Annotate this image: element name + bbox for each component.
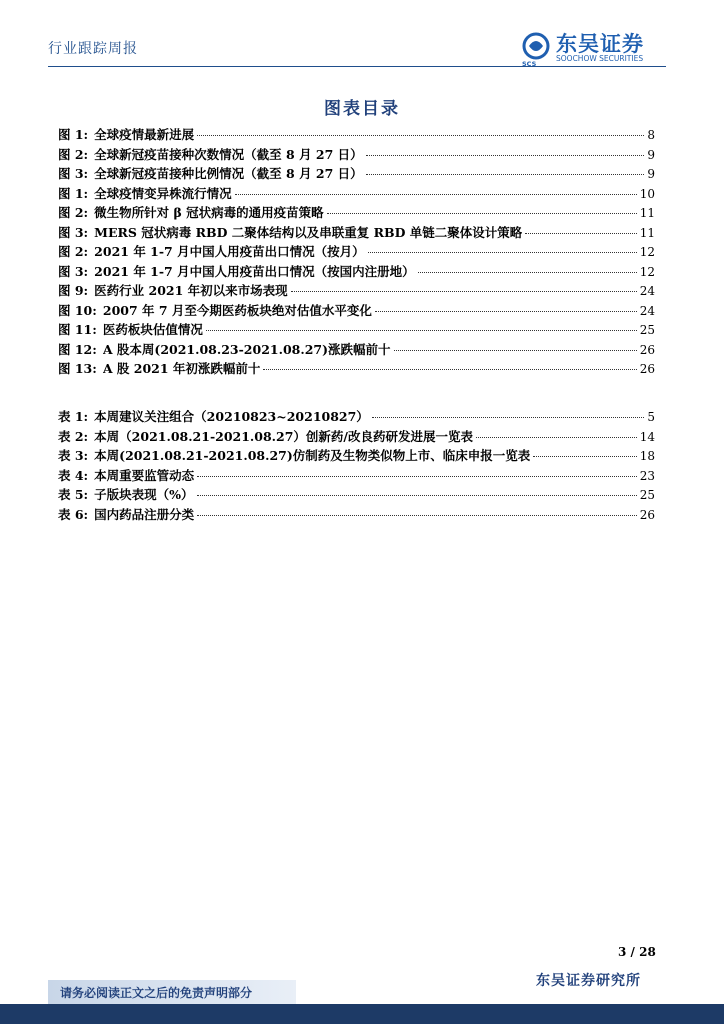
toc-entry-title: 本周建议关注组合（20210823~20210827） [94,409,369,424]
toc-entry-label: 表 2: [58,428,89,444]
toc-leader-dots [197,476,637,477]
figure-toc-entry[interactable] [58,281,655,301]
figure-toc-entry[interactable] [58,301,655,321]
toc-leader-dots [368,252,637,253]
toc-entry-label: 图 1: [58,127,89,142]
figure-toc-entry[interactable] [58,359,655,379]
toc-entry-label: 表 1: [58,409,89,424]
toc-leader-dots [366,174,645,175]
toc-entry-label: 图 3: [58,224,89,240]
footer-organization: 东吴证券研究所 [536,973,641,989]
figure-toc-entry[interactable] [58,262,655,282]
toc-leader-dots [327,213,637,214]
report-type-label: 行业跟踪周报 [48,41,138,57]
toc-entry-title: 医药板块估值情况 [102,322,203,337]
toc-entry-title: 2007 年 7 月至今期医药板块绝对估值水平变化 [102,302,372,318]
toc-entry-label: 表 3: [58,448,89,463]
toc-entry-title: 国内药品注册分类 [94,506,195,522]
table-toc-entry[interactable] [58,407,655,427]
page-title: 图表目录 [324,99,400,119]
toc-entry-title: 子版块表现（%） [94,487,194,502]
toc-entry-title: 全球新冠疫苗接种次数情况（截至 8 月 27 日） [94,146,363,162]
table-toc-entry[interactable] [58,505,655,525]
toc-entry-page: 24 [639,303,655,318]
toc-leader-dots [235,194,637,195]
toc-entry-label: 图 9: [58,283,89,298]
figure-toc-entry[interactable] [58,242,655,262]
toc-leader-dots [372,417,645,418]
toc-entry-page: 24 [639,284,655,298]
figure-toc-entry[interactable] [58,164,655,184]
table-toc-entry[interactable] [58,427,655,447]
toc-entry-page: 5 [647,410,655,424]
toc-entry-label: 图 12: [58,341,97,357]
figure-toc-entry[interactable] [58,145,655,165]
toc-leader-dots [366,155,645,156]
toc-entry-title: 本周（2021.08.21-2021.08.27）创新药/改良药研发进展一览表 [94,428,473,444]
toc-entry-page: 11 [639,206,655,220]
toc-entry-title: 2021 年 1-7 月中国人用疫苗出口情况（按月） [94,244,365,259]
toc-leader-dots [476,437,637,438]
figure-toc-entry[interactable] [58,340,655,360]
toc-entry-label: 图 2: [58,244,89,259]
toc-entry-page: 25 [639,488,655,502]
figure-toc-entry[interactable] [58,203,655,223]
toc-entry-label: 图 13: [58,361,97,376]
toc-leader-dots [197,135,644,136]
toc-entry-page: 14 [639,429,655,444]
disclaimer-text: 请务必阅读正文之后的免责声明部分 [60,986,253,1000]
footer-band [0,1004,724,1024]
toc-entry-title: MERS 冠状病毒 RBD 二聚体结构以及串联重复 RBD 单链二聚体设计策略 [94,224,523,240]
toc-entry-page: 26 [639,362,655,376]
toc-entry-title: A 股本周(2021.08.23-2021.08.27)涨跌幅前十 [102,341,391,357]
toc-leader-dots [525,233,636,234]
logo-english-name: SOOCHOW SECURITIES [556,54,644,63]
toc-entry-title: 医药行业 2021 年初以来市场表现 [94,283,288,298]
toc-entry-title: 全球疫情最新进展 [94,127,195,142]
toc-leader-dots [418,272,637,273]
toc-leader-dots [197,495,637,496]
toc-entry-page: 12 [639,264,655,279]
toc-entry-label: 图 3: [58,263,89,279]
toc-entry-page: 8 [647,128,655,142]
toc-leader-dots [206,330,637,331]
toc-entry-page: 11 [639,225,655,240]
tables-toc [58,407,655,524]
toc-leader-dots [263,369,636,370]
toc-entry-title: 微生物所针对 β 冠状病毒的通用疫苗策略 [94,205,324,220]
page-number: 3 / 28 [618,945,656,959]
toc-leader-dots [291,291,637,292]
toc-entry-label: 图 1: [58,185,89,201]
toc-entry-title: 本周(2021.08.21-2021.08.27)仿制药及生物类似物上市、临床申报一览表 [94,448,531,463]
toc-entry-page: 26 [639,342,655,357]
toc-entry-label: 表 5: [58,487,89,502]
toc-leader-dots [394,350,637,351]
table-toc-entry[interactable] [58,485,655,505]
figure-toc-entry[interactable] [58,184,655,204]
toc-entry-page: 26 [639,507,655,522]
table-toc-entry[interactable] [58,446,655,466]
toc-entry-title: 全球疫情变异株流行情况 [94,185,232,201]
table-toc-entry[interactable] [58,466,655,486]
toc-entry-page: 23 [639,468,655,483]
toc-leader-dots [533,456,636,457]
figure-toc-entry[interactable] [58,320,655,340]
figures-toc [58,125,655,379]
toc-leader-dots [197,515,637,516]
toc-entry-page: 12 [639,245,655,259]
toc-entry-title: 2021 年 1-7 月中国人用疫苗出口情况（按国内注册地） [94,263,415,279]
toc-entry-page: 9 [647,147,655,162]
header-divider [48,66,666,67]
figure-toc-entry[interactable] [58,125,655,145]
toc-entry-label: 图 2: [58,205,89,220]
logo-mark-icon [522,32,550,60]
toc-entry-page: 10 [639,186,655,201]
toc-entry-title: A 股 2021 年初涨跌幅前十 [102,361,261,376]
toc-entry-label: 表 6: [58,506,89,522]
toc-entry-page: 9 [647,167,655,181]
figure-toc-entry[interactable] [58,223,655,243]
toc-entry-title: 本周重要监管动态 [94,467,195,483]
toc-entry-label: 图 3: [58,166,89,181]
toc-entry-page: 18 [639,449,655,463]
toc-entry-label: 图 2: [58,146,89,162]
toc-entry-label: 表 4: [58,467,89,483]
toc-entry-label: 图 11: [58,322,97,337]
toc-entry-title: 全球新冠疫苗接种比例情况（截至 8 月 27 日） [94,166,363,181]
logo-chinese-name: 东吴证券 [556,32,644,56]
company-logo [522,30,672,68]
logo-abbreviation: SCS [522,60,537,68]
toc-leader-dots [375,311,637,312]
toc-entry-label: 图 10: [58,302,97,318]
toc-entry-page: 25 [639,323,655,337]
